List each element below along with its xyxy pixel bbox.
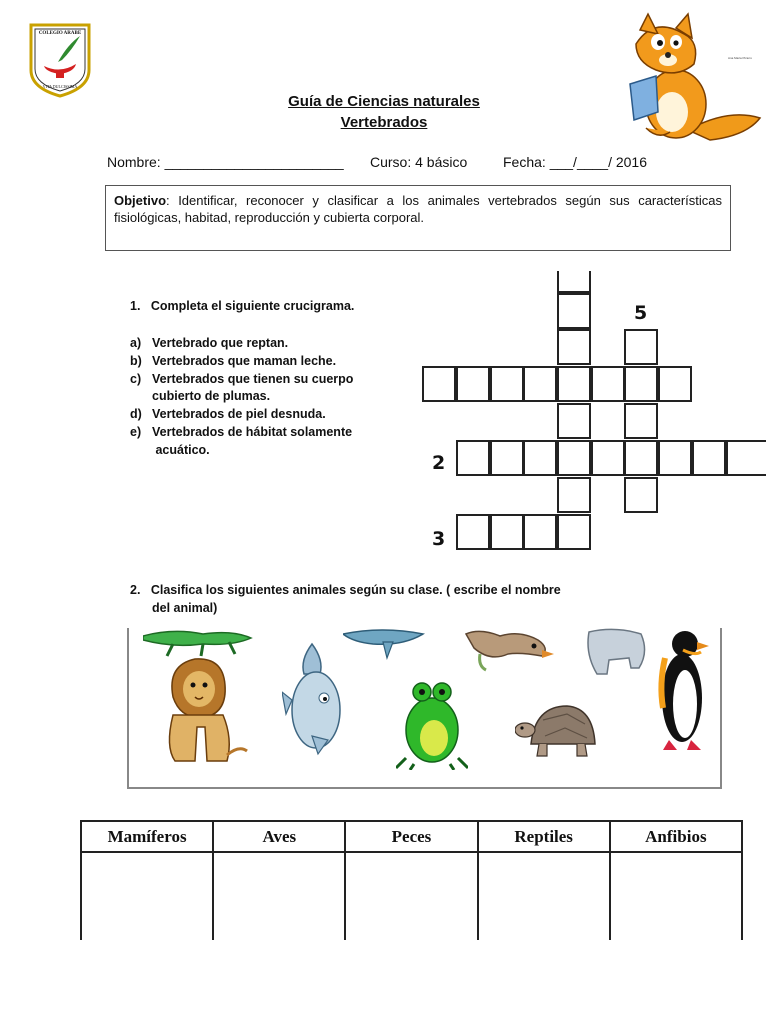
question-1-text: Completa el siguiente crucigrama. <box>150 299 355 313</box>
crossword-cell[interactable] <box>557 440 591 476</box>
clue-c-continued: cubierto de plumas. <box>152 389 271 404</box>
table-cell-reptiles[interactable] <box>478 852 610 940</box>
crossword-cell[interactable] <box>557 366 591 402</box>
crossword-cell[interactable] <box>456 366 490 402</box>
crossword-cell[interactable] <box>523 440 557 476</box>
bird-icon <box>460 628 555 673</box>
crossword-number-3: 3 <box>432 528 446 550</box>
crocodile-icon <box>143 628 255 658</box>
table-cell-peces[interactable] <box>345 852 477 940</box>
classification-table <box>80 820 743 940</box>
question-2-text: Clasifica los siguientes animales según su clase. ( escribe el nombre <box>150 583 561 597</box>
tortoise-icon <box>515 700 603 762</box>
clue-e-continued: acuático. <box>152 442 210 457</box>
crossword-cell[interactable] <box>456 514 490 550</box>
table-row <box>81 852 742 940</box>
crossword-cell[interactable] <box>523 514 557 550</box>
crossword-cell[interactable] <box>557 477 591 513</box>
crossword-number-2: 2 <box>432 452 446 474</box>
crossword-cell[interactable] <box>557 293 591 329</box>
course-label: Curso: 4 básico <box>370 154 468 170</box>
question-2-number: 2. <box>130 583 141 597</box>
penguin-icon <box>655 628 710 754</box>
clue-list <box>130 335 353 460</box>
crossword-number-5: 5 <box>634 302 648 324</box>
crossword-cell[interactable] <box>557 329 591 365</box>
clue-a <box>130 335 353 353</box>
objective-description: : Identificar, reconocer y clasificar a los animales vertebrados según sus características fisiológicas, habitad, reproducción y cubierta corporal. <box>114 193 722 225</box>
clue-text: Vertebrado que reptan. <box>152 336 289 350</box>
objective-label: Objetivo <box>114 193 167 208</box>
lion-icon <box>155 655 250 767</box>
crossword-cell[interactable] <box>591 366 625 402</box>
clue-text: Vertebrados de hábitat solamente <box>152 424 353 439</box>
date-field[interactable]: Fecha: ___/____/ 2016 <box>503 154 648 170</box>
crossword-cell[interactable] <box>726 440 766 476</box>
clue-letter: c) <box>130 371 142 386</box>
table-cell-mamiferos[interactable] <box>81 852 213 940</box>
crossword-cell[interactable] <box>624 440 658 476</box>
table-header-mamiferos: Mamíferos <box>81 821 213 852</box>
table-header-row <box>81 821 742 852</box>
crossword-cell[interactable] <box>692 440 726 476</box>
clue-e <box>130 424 353 442</box>
page-subtitle-text: Vertebrados <box>340 114 428 131</box>
clue-text: Vertebrados de piel desnuda. <box>152 407 326 422</box>
table-header-reptiles: Reptiles <box>478 821 610 852</box>
crossword-cell[interactable] <box>624 477 658 513</box>
school-name: COLEGIO ARABE <box>38 31 82 36</box>
clue-letter: d) <box>130 407 142 422</box>
elephant-icon <box>585 628 650 678</box>
crossword-cell[interactable] <box>591 440 625 476</box>
crossword-cell[interactable] <box>557 271 591 293</box>
crossword-cell[interactable] <box>557 514 591 550</box>
clue-letter: e) <box>130 424 142 439</box>
crossword-cell[interactable] <box>658 440 692 476</box>
question-1-number: 1. <box>130 299 141 313</box>
clue-letter: a) <box>130 336 142 350</box>
crossword-cell[interactable] <box>523 366 557 402</box>
crossword-cell[interactable] <box>456 440 490 476</box>
crossword-cell[interactable] <box>658 366 692 402</box>
crossword-cell[interactable] <box>422 366 456 402</box>
crossword-cell[interactable] <box>490 366 524 402</box>
crossword-cell[interactable] <box>624 403 658 439</box>
clue-d <box>130 406 353 424</box>
crossword-cell[interactable] <box>624 329 658 365</box>
table-header-anfibios: Anfibios <box>610 821 742 852</box>
question-2 <box>130 581 561 617</box>
objective-text <box>114 192 722 226</box>
question-1 <box>130 299 354 313</box>
school-motto: VITA DULCISSIMA <box>42 84 78 89</box>
shark-icon <box>343 628 425 660</box>
fish-icon <box>282 640 348 756</box>
question-2-continued: del animal) <box>152 601 218 615</box>
page-title <box>0 93 768 111</box>
crossword-cell[interactable] <box>490 514 524 550</box>
table-header-peces: Peces <box>345 821 477 852</box>
frog-icon <box>396 678 468 770</box>
mascot-caption: Ana Maria Pizarro <box>728 56 753 60</box>
clue-letter: b) <box>130 353 142 368</box>
clue-text: Vertebrados que maman leche. <box>152 353 337 368</box>
crossword-cell[interactable] <box>490 440 524 476</box>
clue-b <box>130 353 353 371</box>
crossword-cell[interactable] <box>624 366 658 402</box>
page-title-text: Guía de Ciencias naturales <box>288 93 480 110</box>
crossword-cell[interactable] <box>557 403 591 439</box>
table-header-aves: Aves <box>213 821 345 852</box>
clue-c <box>130 371 353 389</box>
table-cell-anfibios[interactable] <box>610 852 742 940</box>
page-subtitle <box>0 114 768 132</box>
table-cell-aves[interactable] <box>213 852 345 940</box>
clue-text: Vertebrados que tienen su cuerpo <box>152 371 354 386</box>
name-field[interactable]: Nombre: _______________________ <box>107 154 344 170</box>
